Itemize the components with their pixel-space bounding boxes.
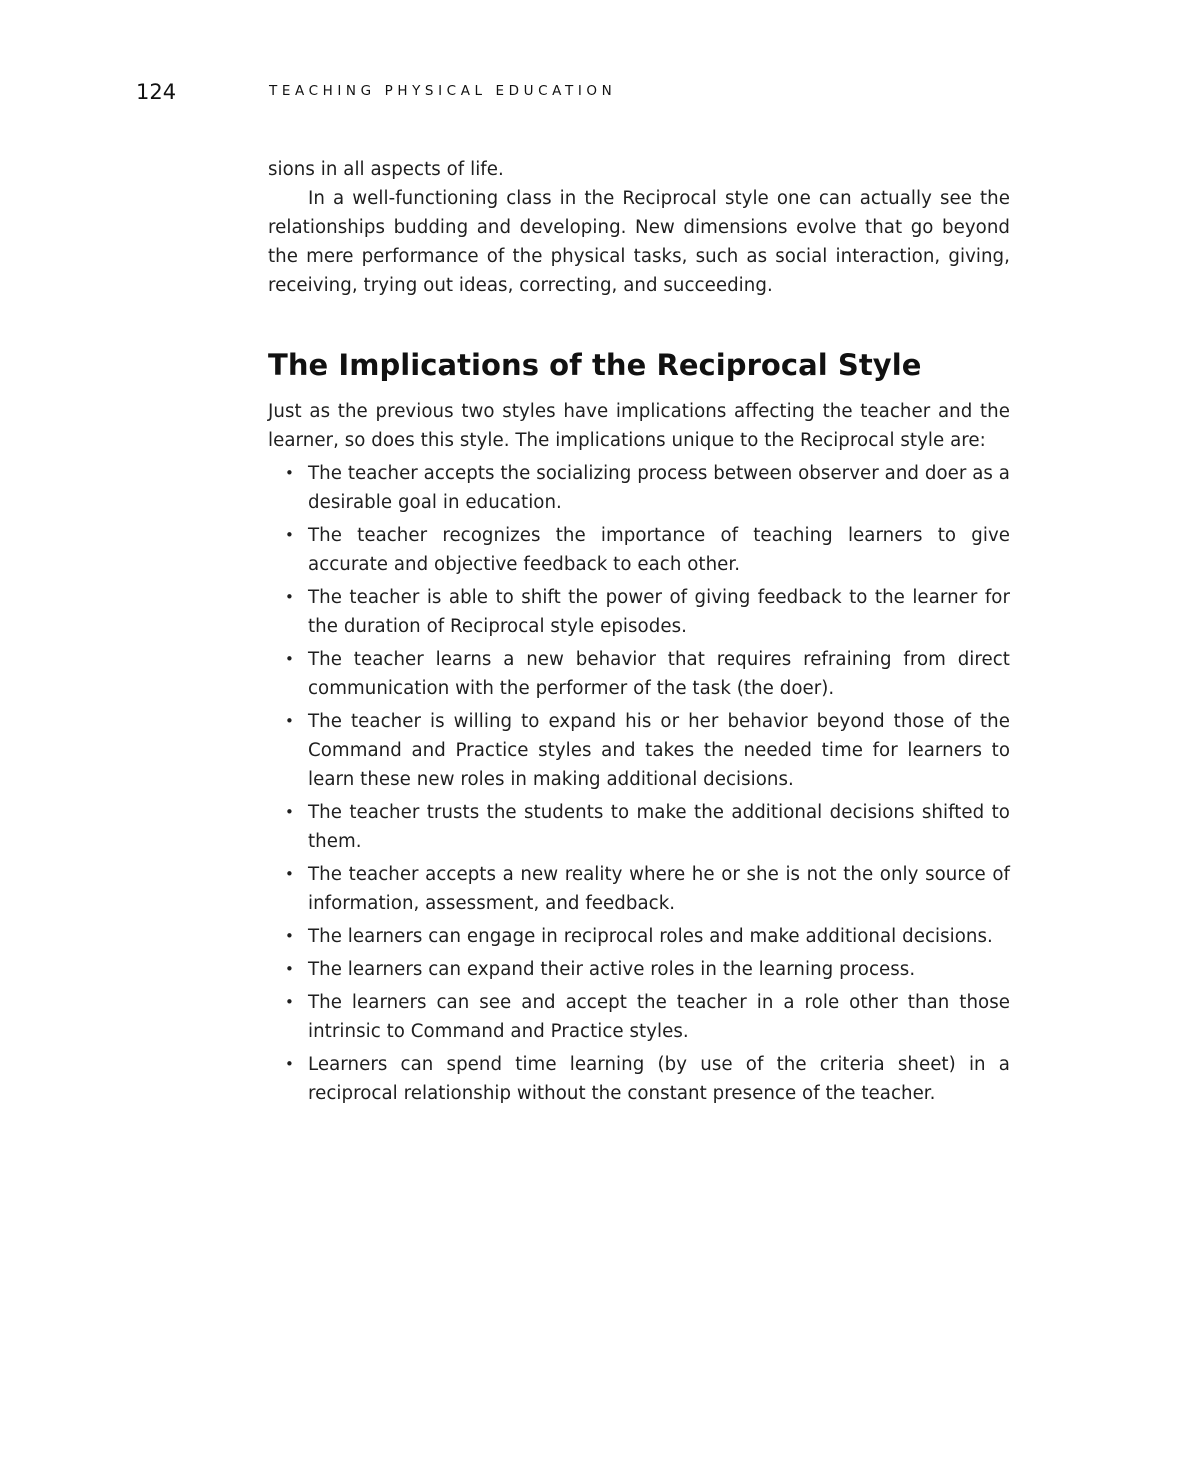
page-body [268, 155, 1010, 1112]
section-heading: The Implications of the Reciprocal Style [268, 348, 922, 382]
implication-text: The teacher is willing to expand his or her behavior beyond those of the Command and Practice styles and takes the needed time for learners to learn these new roles in making additional decisions. [308, 711, 1010, 790]
implication-item [268, 1050, 1010, 1108]
implication-item [268, 860, 1010, 918]
implication-item [268, 707, 1010, 794]
implication-text: The teacher is able to shift the power of giving feedback to the learner for the duration of Reciprocal style episodes. [308, 587, 1010, 637]
bullet-icon: • [285, 927, 294, 945]
implication-item [268, 521, 1010, 579]
page-number: 124 [136, 80, 177, 104]
bullet-icon: • [285, 712, 294, 730]
implication-text: The teacher accepts a new reality where he or she is not the only source of information, assessment, and feedback. [308, 864, 1010, 914]
bullet-icon: • [285, 464, 294, 482]
implication-text: The teacher recognizes the importance of teaching learners to give accurate and objective feedback to each other. [308, 525, 1010, 575]
body-paragraph: In a well-functioning class in the Reciprocal style one can actually see the relationships budding and developing. New dimensions evolve that go beyond the mere performance of the physical tasks, such as social interaction, giving, receiving, trying out ideas, correcting, and succeeding. [268, 188, 1010, 296]
implication-item [268, 645, 1010, 703]
bullet-icon: • [285, 1055, 294, 1073]
implication-item [268, 583, 1010, 641]
implication-text: The learners can see and accept the teacher in a role other than those intrinsic to Command and Practice styles. [308, 992, 1010, 1042]
implication-text: The teacher accepts the socializing process between observer and doer as a desirable goal in education. [308, 463, 1010, 513]
bullet-icon: • [285, 993, 294, 1011]
running-title: TEACHING PHYSICAL EDUCATION [269, 83, 617, 99]
bullet-icon: • [285, 803, 294, 821]
bullet-icon: • [285, 650, 294, 668]
implication-item [268, 798, 1010, 856]
implication-item [268, 955, 1010, 984]
bullet-icon: • [285, 865, 294, 883]
implication-text: Learners can spend time learning (by use of the criteria sheet) in a reciprocal relationship without the constant presence of the teacher. [308, 1054, 1010, 1104]
implication-text: The teacher trusts the students to make the additional decisions shifted to them. [308, 802, 1010, 852]
running-head [136, 78, 1036, 108]
continued-paragraph: sions in all aspects of life. [268, 159, 504, 180]
implication-text: The learners can expand their active roles in the learning process. [308, 959, 916, 980]
implication-item [268, 459, 1010, 517]
bullet-icon: • [285, 960, 294, 978]
implication-item [268, 988, 1010, 1046]
implication-text: The teacher learns a new behavior that requires refraining from direct communication with the performer of the task (the doer). [308, 649, 1010, 699]
implications-list [268, 459, 1010, 1108]
bullet-icon: • [285, 588, 294, 606]
bullet-icon: • [285, 526, 294, 544]
implication-item [268, 922, 1010, 951]
implication-text: The learners can engage in reciprocal roles and make additional decisions. [308, 926, 993, 947]
intro-paragraph: Just as the previous two styles have implications affecting the teacher and the learner, so does this style. The implications unique to the Reciprocal style are: [268, 401, 1010, 451]
